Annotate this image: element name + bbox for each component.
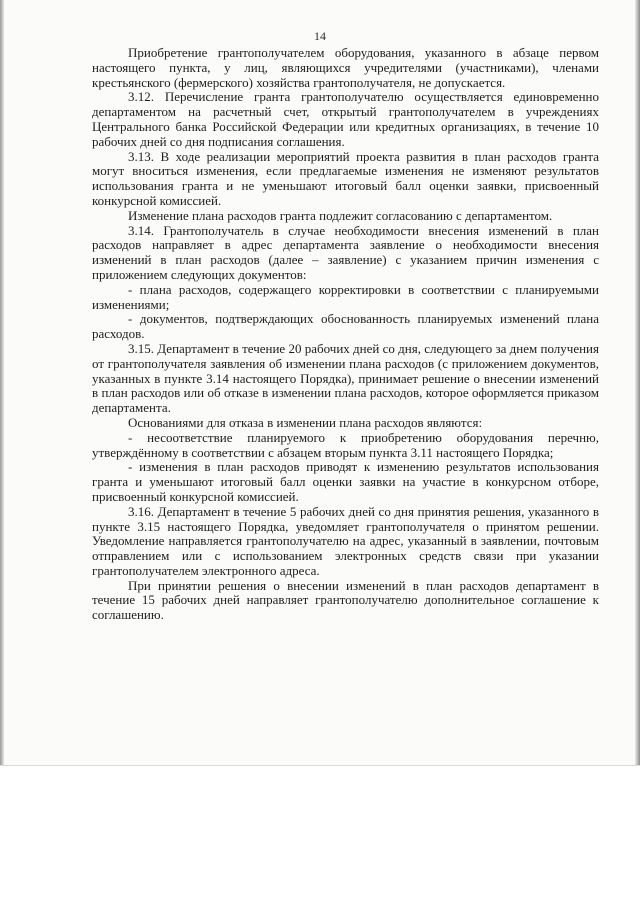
paragraph-3-15: 3.15. Департамент в течение 20 рабочих дней со дня, следующего за днем получения от грантополучателя заявления об изменении плана расходов (с приложением документов, указанных в пункте 3.14 настоящего Порядка), принимает решение о внесении изменений в план расходов или об отказе в изменении плана расходов, которое оформляется приказом департамента. [92, 340, 599, 416]
list-item-result-change: - изменения в план расходов приводят к изменению результатов использования гранта и уменьшают итоговый балл оценки заявки на участие в конкурсном отборе, присвоенный конкурсной комиссией. [92, 459, 599, 504]
paragraph-refusal-grounds: Основаниями для отказа в изменении плана расходов являются: [128, 414, 483, 430]
scan-left-edge [0, 0, 4, 765]
page-number: 14 [314, 29, 326, 43]
paragraph-3-16: 3.16. Департамент в течение 5 рабочих дней со дня принятия решения, указанного в пункте 3.15 настоящего Порядка, уведомляет грантополучателя о принятом решении. Уведомление направляется грантополучателю на адрес, указанный в заявлении, почтовым отправлением или с использованием электронных средств связи при указании грантополучателем электронного адреса. [92, 503, 599, 578]
paragraph-additional-agreement: При принятии решения о внесении изменений в план расходов департамент в течение 15 рабочих дней направляет грантополучателю дополнительное соглашение к соглашению. [92, 577, 599, 623]
paragraph-equipment-purchase: Приобретение грантополучателем оборудования, указанного в абзаце первом настоящего пункта, у лиц, являющихся учредителями (участниками), членами крестьянского (фермерского) хозяйства грантополучателя, не допускается. [92, 45, 599, 90]
paragraph-3-13: 3.13. В ходе реализации мероприятий проекта развития в план расходов гранта могут вноситься изменения, если предлагаемые изменения не изменяют результатов использования гранта и не уменьшают итоговый балл оценки заявки, присвоенный конкурсной комиссией. [92, 148, 599, 208]
list-item-supporting-documents: - документов, подтверждающих обоснованность планируемых изменений плана расходов. [92, 311, 599, 342]
document-body [92, 46, 599, 623]
list-item-equipment-mismatch: - несоответствие планируемого к приобретению оборудования перечню, утверждённому в соответствии с абзацем вторым пункта 3.11 настоящего Порядка; [92, 429, 599, 460]
list-item-expense-plan: - плана расходов, содержащего корректировки в соответствии с планируемыми изменениями; [92, 281, 599, 312]
scan-right-edge [635, 0, 640, 765]
paragraph-plan-change-approval: Изменение плана расходов гранта подлежит согласованию с департаментом. [128, 207, 553, 223]
paragraph-3-14: 3.14. Грантополучатель в случае необходимости внесения изменений в план расходов направляет в адрес департамента заявление о необходимости внесения изменений в план расходов (далее – заявление) с указанием причин изменения с приложением следующих документов: [92, 222, 599, 282]
paragraph-3-12: 3.12. Перечисление гранта грантополучателю осуществляется единовременно департаментом на расчетный счет, открытый грантополучателем в учреждениях Центрального банка Российской Федерации или кредитных организациях, в течение 10 рабочих дней со дня подписания соглашения. [92, 89, 599, 149]
